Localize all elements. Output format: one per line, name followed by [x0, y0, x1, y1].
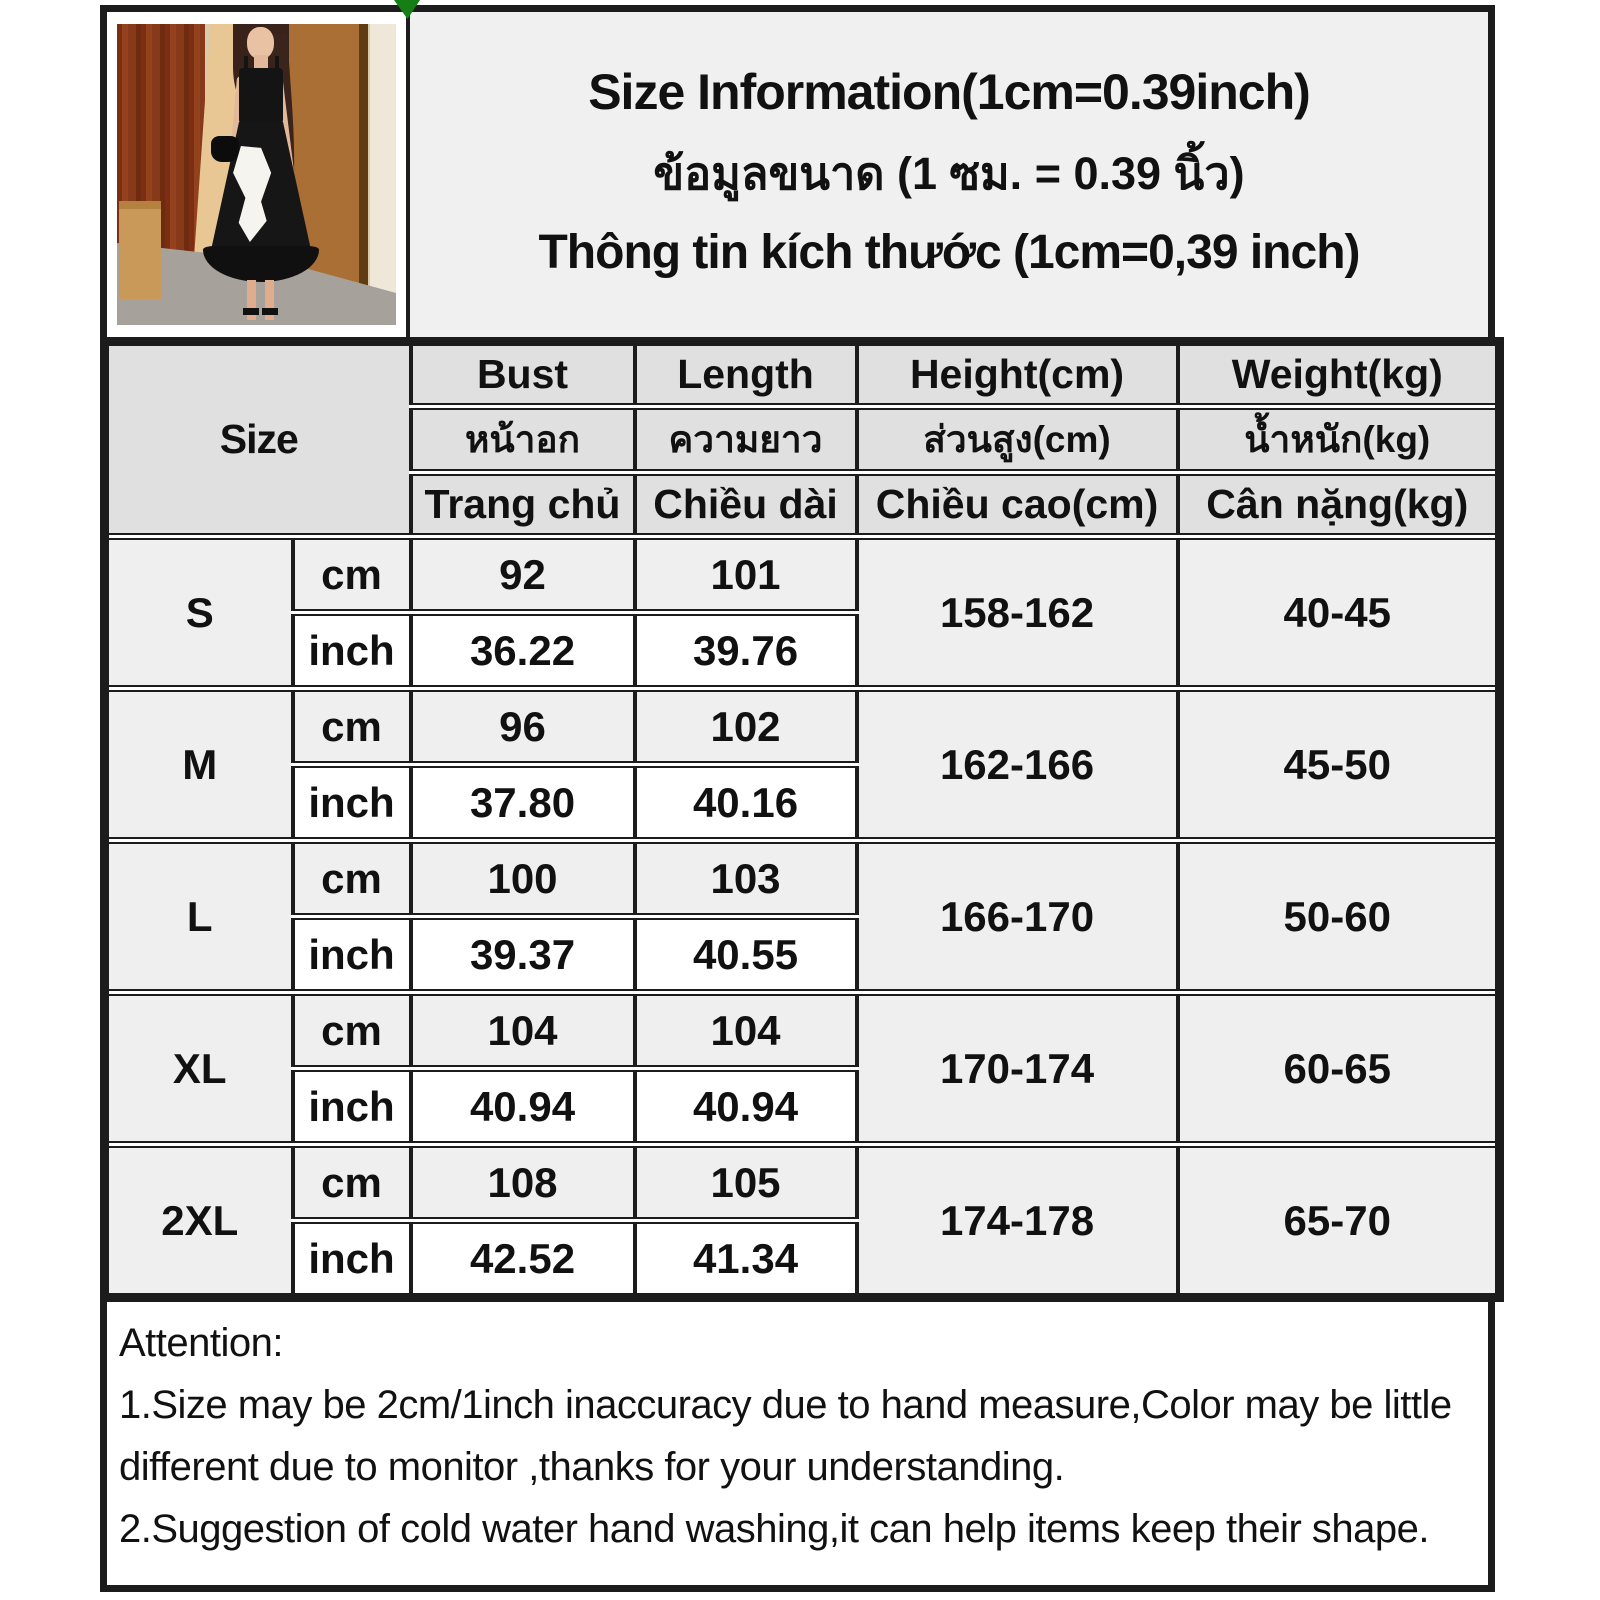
s-length-cm: 101: [635, 537, 857, 613]
m-height-range: 162-166: [857, 689, 1178, 841]
header-bust-en: Bust: [411, 342, 635, 407]
header-bust-vi: Trang chủ: [411, 473, 635, 537]
top-section: [100, 5, 1495, 337]
m-weight-range: 45-50: [1178, 689, 1500, 841]
l-bust-cm: 100: [411, 841, 635, 917]
2xl-bust-cm: 108: [411, 1145, 635, 1221]
l-length-inch: 40.55: [635, 917, 857, 993]
attention-note-2: 2.Suggestion of cold water hand washing,it can help items keep their shape.: [119, 1507, 1429, 1551]
s-bust-cm: 92: [411, 537, 635, 613]
header-weight-en: Weight(kg): [1178, 342, 1500, 407]
xl-length-cm: 104: [635, 993, 857, 1069]
unit-label-inch: inch: [293, 1221, 411, 1298]
black-handbag: [211, 136, 239, 162]
l-height-range: 166-170: [857, 841, 1178, 993]
2xl-height-range: 174-178: [857, 1145, 1178, 1298]
m-bust-inch: 37.80: [411, 765, 635, 841]
size-label-2xl: 2XL: [105, 1145, 293, 1298]
title-vietnamese: Thông tin kích thước (1cm=0,39 inch): [538, 226, 1360, 279]
xl-height-range: 170-174: [857, 993, 1178, 1145]
unit-label-cm: cm: [293, 537, 411, 613]
left-sandal: [243, 308, 259, 315]
s-height-range: 158-162: [857, 537, 1178, 689]
size-chart-sheet: [100, 5, 1495, 1592]
header-bust-th: หน้าอก: [411, 407, 635, 473]
header-length-vi: Chiều dài: [635, 473, 857, 537]
attention-note-1: 1.Size may be 2cm/1inch inaccuracy due to hand measure,Color may be little different due to monitor ,thanks for your understanding.: [119, 1383, 1452, 1489]
header-height-th: ส่วนสูง(cm): [857, 407, 1178, 473]
attention-heading: Attention:: [119, 1321, 284, 1365]
title-thai: ข้อมูลขนาด (1 ซม. = 0.39 นิ้ว): [653, 148, 1245, 199]
m-length-cm: 102: [635, 689, 857, 765]
xl-weight-range: 60-65: [1178, 993, 1500, 1145]
black-dress-bodice: [239, 68, 283, 124]
wooden-stool: [119, 201, 161, 299]
l-length-cm: 103: [635, 841, 857, 917]
xl-length-inch: 40.94: [635, 1069, 857, 1145]
header-height-en: Height(cm): [857, 342, 1178, 407]
right-wall: [370, 24, 396, 325]
unit-label-cm: cm: [293, 1145, 411, 1221]
s-bust-inch: 36.22: [411, 613, 635, 689]
title-english: Size Information(1cm=0.39inch): [588, 64, 1310, 120]
l-weight-range: 50-60: [1178, 841, 1500, 993]
right-sandal: [262, 308, 278, 315]
l-bust-inch: 39.37: [411, 917, 635, 993]
xl-bust-inch: 40.94: [411, 1069, 635, 1145]
size-label-m: M: [105, 689, 293, 841]
2xl-weight-range: 65-70: [1178, 1145, 1500, 1298]
m-length-inch: 40.16: [635, 765, 857, 841]
product-photo: [117, 24, 396, 325]
size-label-xl: XL: [105, 993, 293, 1145]
header-length-en: Length: [635, 342, 857, 407]
size-info-title-block: [410, 12, 1488, 337]
unit-label-cm: cm: [293, 841, 411, 917]
xl-bust-cm: 104: [411, 993, 635, 1069]
header-weight-vi: Cân nặng(kg): [1178, 473, 1500, 537]
s-weight-range: 40-45: [1178, 537, 1500, 689]
m-bust-cm: 96: [411, 689, 635, 765]
s-length-inch: 39.76: [635, 613, 857, 689]
unit-label-inch: inch: [293, 765, 411, 841]
unit-label-inch: inch: [293, 917, 411, 993]
size-corner-label: Size: [105, 342, 411, 537]
2xl-bust-inch: 42.52: [411, 1221, 635, 1298]
unit-label-cm: cm: [293, 993, 411, 1069]
product-photo-cell: [107, 12, 410, 337]
2xl-length-inch: 41.34: [635, 1221, 857, 1298]
header-height-vi: Chiều cao(cm): [857, 473, 1178, 537]
2xl-length-cm: 105: [635, 1145, 857, 1221]
unit-label-inch: inch: [293, 613, 411, 689]
attention-notes: [100, 1302, 1495, 1592]
header-weight-th: น้ำหนัก(kg): [1178, 407, 1500, 473]
unit-label-inch: inch: [293, 1069, 411, 1145]
header-length-th: ความยาว: [635, 407, 857, 473]
size-label-s: S: [105, 537, 293, 689]
size-label-l: L: [105, 841, 293, 993]
size-table: [100, 337, 1504, 1302]
unit-label-cm: cm: [293, 689, 411, 765]
